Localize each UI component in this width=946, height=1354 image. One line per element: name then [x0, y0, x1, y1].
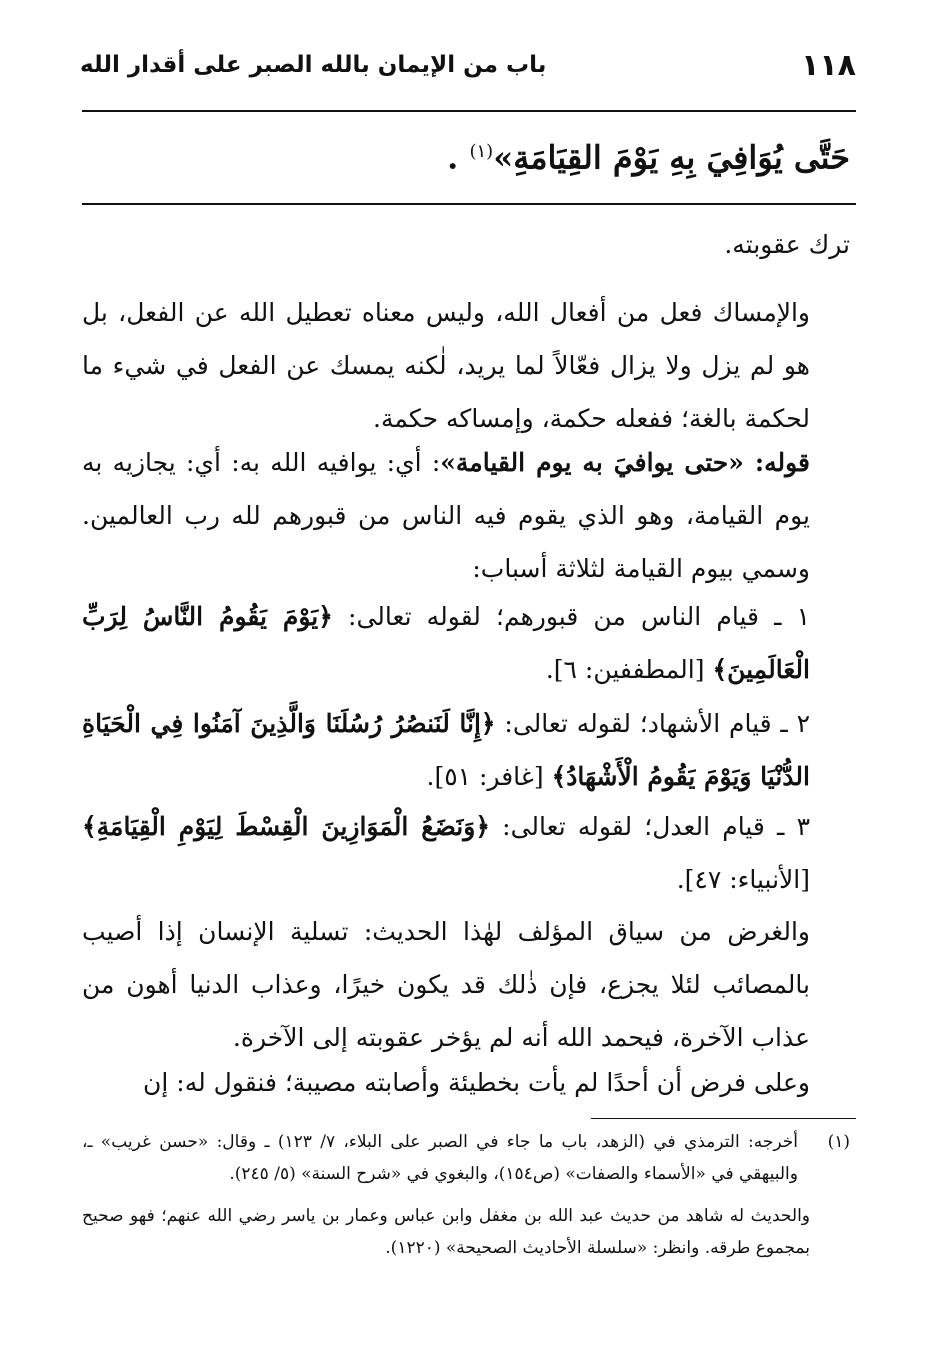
quran-verse-3: ﴿وَنَضَعُ الْمَوَازِينَ الْقِسْطَ لِيَوْمِ الْقِيَامَةِ﴾: [82, 812, 490, 841]
footnote-number: (١): [827, 1132, 850, 1152]
section-rule: [82, 203, 856, 205]
page-header: [80, 48, 856, 92]
paragraph-3: [82, 436, 850, 595]
paragraph-5-text: ٢ ـ قيام الأشهاد؛ لقوله تعالى:: [495, 709, 810, 738]
hadith-excerpt: [80, 128, 850, 182]
footnotes: [82, 1126, 850, 1264]
paragraph-6-text: ٣ ـ قيام العدل؛ لقوله تعالى:: [489, 812, 811, 841]
running-title: باب من الإيمان بالله الصبر على أقدار الله: [80, 52, 547, 78]
footnote-ref: (١): [469, 141, 494, 162]
footnote-1-continued: والحديث له شاهد من حديث عبد الله بن مغفل وابن عباس وعمار بن ياسر رضي الله عنهم؛ فهو صحيح بمجموع طرقه. وانظر: «سلسلة الأحاديث الصحيحة» (١٢٢٠).: [82, 1206, 810, 1258]
quran-verse-1: ﴿يَوْمَ يَقُومُ النَّاسُ لِرَبِّ الْعَالَمِينَ﴾: [82, 602, 810, 684]
verse-ref-1: [المطففين: ٦].: [545, 655, 713, 684]
paragraph-4-text: ١ ـ قيام الناس من قبورهم؛ لقوله تعالى:: [332, 602, 811, 631]
verse-ref-2: [غافر: ٥١].: [426, 762, 552, 791]
paragraph-7: والغرض من سياق المؤلف لهٰذا الحديث: تسلية الإنسان إذا أصيب بالمصائب لئلا يجزع، فإن ذٰلك قد يكون خيرًا، وعذاب الدنيا أهون من عذاب الآخرة، فيحمد الله أنه لم يؤخر عقوبته إلى الآخرة.: [82, 917, 810, 1052]
footnote-1: أخرجه: الترمذي في (الزهد، باب ما جاء في الصبر على البلاء، ٧/ ١٢٣) ـ وقال: «حسن غريب» ـ، والبيهقي في «الأسماء والصفات» (ص١٥٤)، والبغوي في «شرح السنة» (٥/ ٢٤٥).: [82, 1132, 798, 1184]
paragraph-8: وعلى فرض أن أحدًا لم يأت بخطيئة وأصابته مصيبة؛ فنقول له: إن: [143, 1068, 810, 1097]
paragraph-2-text: والإمساك فعل من أفعال الله، وليس معناه تعطيل الله عن الفعل، بل هو لم يزل ولا يزال فعّالاً لما يريد، لٰكنه يمسك عن الفعل في شيء ما لحكمة بالغة؛ ففعله حكمة، وإمساكه حكمة.: [82, 298, 810, 433]
quran-verse-2: ﴿إِنَّا لَنَنصُرُ رُسُلَنَا وَالَّذِينَ آمَنُوا فِي الْحَيَاةِ الدُّنْيَا وَيَوْمَ يَقُومُ الْأَشْهَادُ﴾: [82, 709, 810, 791]
footnote-rule: [591, 1118, 856, 1119]
paragraph-2: [82, 286, 850, 445]
header-rule: [82, 110, 856, 112]
paragraph-5: [82, 697, 850, 803]
paragraph-1: ترك عقوبته.: [724, 230, 850, 259]
page-number: ١١٨: [801, 48, 856, 83]
hadith-end: .: [447, 138, 459, 177]
hadith-text: حَتَّى يُوَافِيَ بِهِ يَوْمَ القِيَامَةِ»: [493, 138, 850, 177]
paragraph-3-text: : أي: يوافيه الله به: أي: يجازيه به يوم القيامة، وهو الذي يقوم فيه الناس من قبورهم لله رب العالمين. وسمي بيوم القيامة لثلاثة أسباب:: [82, 448, 810, 583]
paragraph-4: [82, 590, 850, 696]
commentary-label: قوله: «حتى يوافيَ به يوم القيامة»: [440, 448, 810, 477]
verse-ref-3: [الأنبياء: ٤٧].: [676, 865, 810, 894]
paragraph-6: [82, 800, 850, 906]
